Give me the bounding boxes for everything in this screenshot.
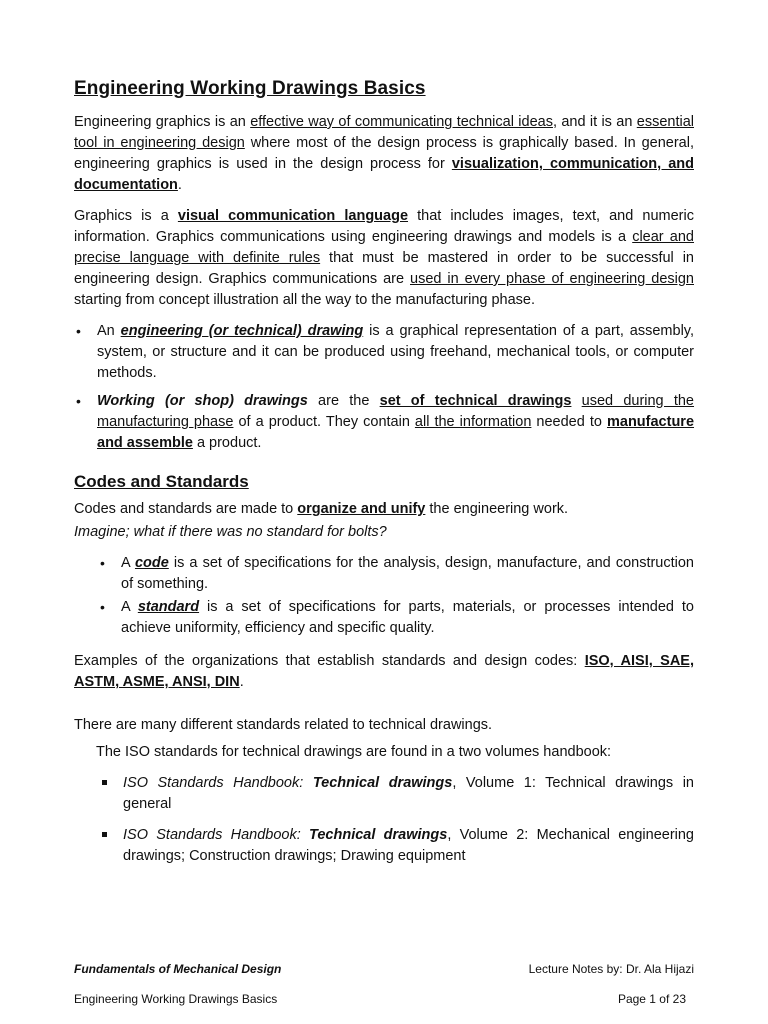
list-item: • A standard is a set of specifications for parts, materials, or processes intended to achieve uniformity, efficiency and specific quality. xyxy=(74,597,694,639)
section-heading-codes: Codes and Standards xyxy=(74,472,249,491)
footer xyxy=(74,992,694,1006)
codes-definitions-list xyxy=(74,553,694,639)
bolts-question: Imagine; what if there was no standard for bolts? xyxy=(74,524,387,540)
list-item: • An engineering (or technical) drawing is a graphical representation of a part, assembly, system, or structure and it can be produced using freehand, mechanical tools, or computer methods. xyxy=(74,321,694,384)
iso-handbooks-list xyxy=(74,773,694,867)
list-item: ISO Standards Handbook: Technical drawings, Volume 1: Technical drawings in general xyxy=(74,773,694,815)
footer-course: Fundamentals of Mechanical Design xyxy=(74,962,282,976)
intro-paragraph: Engineering graphics is an effective way of communicating technical ideas, and it is an essential tool in engineering design where most of the design process is graphically based. In general, engineering graphics is used in the design process for visualization, communication, and documentation. xyxy=(74,114,694,193)
drawing-definitions-list xyxy=(74,321,694,454)
examples-paragraph: Examples of the organizations that establish standards and design codes: ISO, AISI, SAE, ASTM, ASME, ANSI, DIN. xyxy=(74,653,694,690)
many-standards-paragraph: There are many different standards related to technical drawings. xyxy=(74,717,493,733)
page-number: Page 1 of 23 xyxy=(617,992,686,1006)
list-item: • A code is a set of specifications for the analysis, design, manufacture, and construction of something. xyxy=(74,553,694,595)
graphics-paragraph: Graphics is a visual communication language that includes images, text, and numeric information. Graphics communications using engineering drawings and models is a clear and precise language with definite rules that must be mastered in order to be successful in engineering design. Graphics communications are used in every phase of engineering design starting from concept illustration all the way to the manufacturing phase. xyxy=(74,208,694,308)
footer-header xyxy=(74,962,694,976)
list-item: ISO Standards Handbook: Technical drawings, Volume 2: Mechanical engineering drawings; Construction drawings; Drawing equipment xyxy=(74,825,694,867)
page-title: Engineering Working Drawings Basics xyxy=(74,78,426,99)
codes-paragraph: Codes and standards are made to organize and unify the engineering work. xyxy=(74,501,569,517)
list-item: • Working (or shop) drawings are the set of technical drawings used during the manufacturing phase of a product. They contain all the information needed to manufacture and assemble a product. xyxy=(74,391,694,454)
footer-lecturer: Lecture Notes by: Dr. Ala Hijazi xyxy=(528,962,694,976)
footer-doc-title: Engineering Working Drawings Basics xyxy=(74,992,278,1006)
iso-paragraph: The ISO standards for technical drawings are found in a two volumes handbook: xyxy=(96,744,612,760)
page-content xyxy=(74,78,694,877)
